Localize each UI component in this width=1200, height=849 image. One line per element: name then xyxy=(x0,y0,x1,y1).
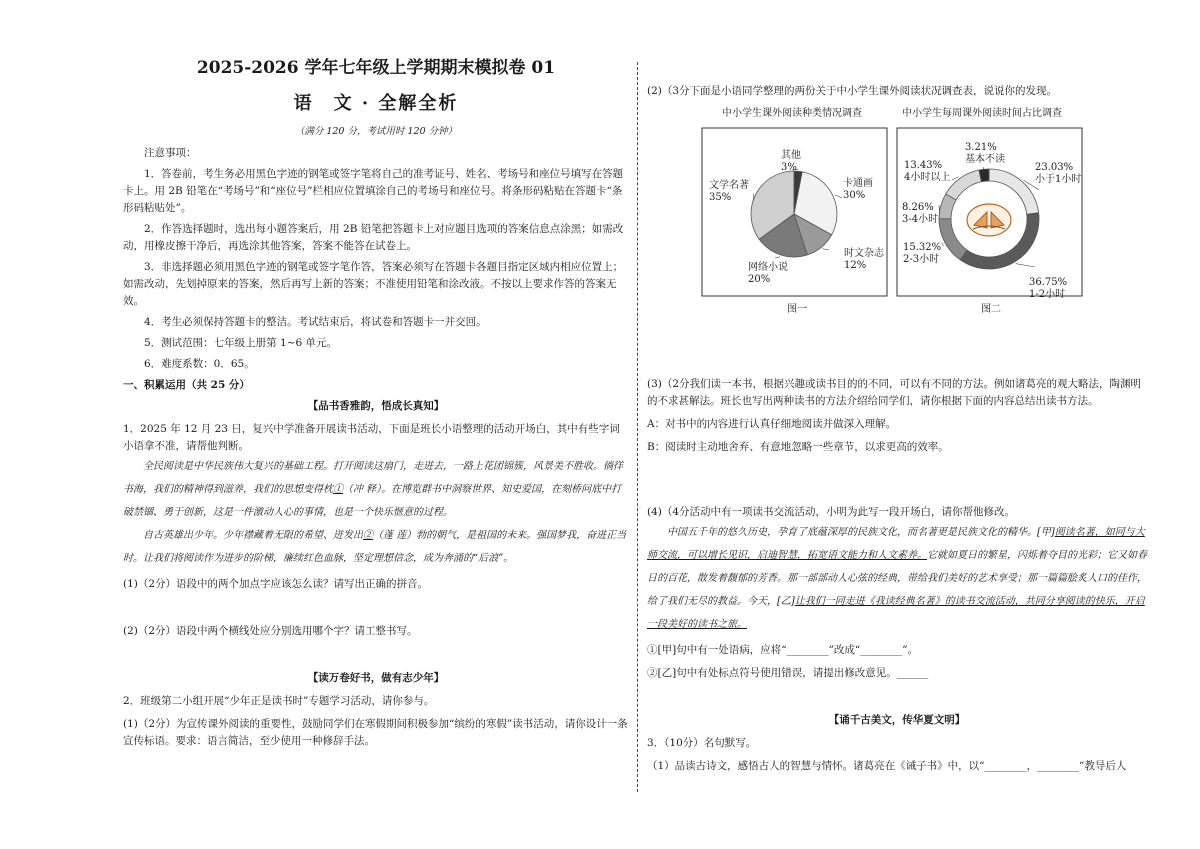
column-divider xyxy=(637,62,638,792)
slice-label: 8.26% xyxy=(902,202,934,213)
slice-label: 36.75% xyxy=(1029,277,1068,288)
slice-label: 基本不读 xyxy=(965,154,1005,165)
pie-chart-reading-types xyxy=(709,148,885,285)
section-banner: 【品书香雅韵，悟成长真知】 xyxy=(307,400,445,413)
slice-label: 小于1小时 xyxy=(1035,174,1082,185)
slice-label: 35% xyxy=(709,192,732,203)
slice-label: 文学名著 xyxy=(709,180,749,191)
figure-label: 图二 xyxy=(981,304,1001,315)
slice-label: 时文杂志 xyxy=(844,248,884,259)
slice-label: 13.43% xyxy=(904,160,943,171)
slice-label: 3.21% xyxy=(965,142,997,153)
slice-label: 3-4小时 xyxy=(902,214,939,225)
sub-question: (2)（2分）语段中两个横线处应分别选用哪个字？请工整书写。 xyxy=(123,625,418,638)
reading-passage: 自古英雄出少年。少年襟藏着无限的希望、迸发出②（蓬 莲）勃的朝气，是祖国的未来。强国梦我，奋进正当时。让我们将阅读作为进步的阶梯，廉续红色血脉，坚定理想信念，成为奔涌的“后浪”。 xyxy=(123,530,627,565)
underlined-sentence: 阅读名著，如同与大师交流，可以增长见识，启迪智慧，拓宽语文能力和人文素养。 xyxy=(647,527,1145,561)
slice-label: 其他 xyxy=(781,150,801,161)
pie-slice xyxy=(946,170,982,200)
reading-passage: 全民阅读是中华民族伟大复兴的基础工程。打开阅读这扇门，走进去，一路上花团锦簇，风景美不胜收。徜徉书海，我们的精神得到滋养，我们的思想变得枕①（冲 释）。在博览群书中洞察世界、知史爱国，在刻桥问底中打破禁锢、勇于创新，这是一件激动人心的事情，也是一个快乐惬意的过程。 xyxy=(123,461,623,519)
slice-label: 12% xyxy=(844,260,867,271)
method-item: A：对书中的内容进行认真仔细地阅读并做深入理解。 xyxy=(647,418,897,430)
section-banner: 【诵千古美文，传华夏文明】 xyxy=(828,714,966,726)
sub-question: ①[甲]句中有一处语病，应将“________”改成“________”。 xyxy=(647,644,919,656)
notice-heading: 注意事项： xyxy=(144,147,197,160)
slice-label: 30% xyxy=(843,190,866,201)
slice-label: 3% xyxy=(781,162,797,173)
section-banner: 【读万卷好书，做有志少年】 xyxy=(307,672,445,685)
blank-marker: ② xyxy=(363,530,373,542)
blank-marker: ① xyxy=(333,484,343,496)
method-item: B：阅读时主动地舍弃、有意地忽略一些章节，以求更高的效率。 xyxy=(647,441,949,453)
slice-label: 15.32% xyxy=(903,242,942,253)
slice-label: 4小时以上 xyxy=(904,172,951,183)
section-heading: 一、积累运用（共 25 分） xyxy=(123,379,250,392)
sub-question: （1）品读古诗文，感悟古人的智慧与情怀。诸葛亮在《诫子书》中，以“________，________”教导后人 xyxy=(647,760,1127,772)
notice-item: 3．非选择题必须用黑色字迹的钢笔或签字笔作答，答案必须写在答题卡各题目指定区域内相应位置上；如需改动，先划掉原来的答案，然后再写上新的答案；不准使用铅笔和涂改液。不按以上要求作答的答案无效。 xyxy=(123,261,624,308)
charts-svg xyxy=(647,122,1147,322)
notice-list xyxy=(123,166,629,373)
slice-label: 2-3小时 xyxy=(903,254,940,265)
leader-line xyxy=(835,195,842,198)
sub-question: ②[乙]句中有处标点符号使用错误，请提出修改意见。______ xyxy=(647,667,929,679)
sub-question: (4)（4分活动中有一项读书交流活动，小明为此写一段开场白，请你帮他修改。 xyxy=(647,506,1016,518)
figure-label: 图一 xyxy=(787,304,807,315)
leader-line xyxy=(823,249,829,250)
sub-question: (1)（2分）语段中的两个加点字应该怎么读？请写出正确的拼音。 xyxy=(123,578,429,591)
pie-slice xyxy=(939,219,967,260)
sub-question: (2)（3分下面是小语同学整理的两份关于中小学生课外阅读状况调查表，说说你的发现。 xyxy=(647,85,1058,97)
score-note: （满分 120 分，考试用时 120 分钟） xyxy=(294,125,458,137)
question-stem: 2．班级第二小组开展“少年正是读书时”专题学习活动，请你参与。 xyxy=(123,695,435,708)
right-column xyxy=(647,55,1147,775)
survey-charts xyxy=(647,106,1147,326)
slice-label: 网络小说 xyxy=(748,262,788,273)
slice-label: 卡通画 xyxy=(843,178,873,189)
reading-passage: 中国五千年的悠久历史，孕育了底蕴深厚的民族文化，而名著更是民族文化的精华。[甲]阅读名著，如同与大师交流，可以增长见识，启迪智慧，拓宽语文能力和人文素养。它就如夏日的繁星，闪烁着夺目的光彩；它又如春日的百花，散发着馥郁的芳香。那一部部动人心弦的经典，带给我们美好的艺术享受；那一篇篇脍炙人口的佳作，给了我们无尽的教益。今天，[乙]让我们一同走进《我读经典名著》的读书交流活动，共同分享阅读的快乐，开启一段美好的读书之旅。 xyxy=(647,527,1147,630)
question-stem: 3．（10分）名句默写。 xyxy=(647,737,757,749)
book-icon xyxy=(967,204,1011,236)
exam-title: 2025-2026 学年七年级上学期期末模拟卷 01 xyxy=(196,58,556,78)
exam-subtitle: 语 文 · 全解全析 xyxy=(293,92,459,114)
underlined-sentence: 让我们一同走进《我读经典名著》的读书交流活动，共同分享阅读的快乐，开启一段美好的读书之旅。 xyxy=(647,596,1145,630)
notice-item: 5．测试范围：七年级上册第 1~6 单元。 xyxy=(144,337,338,350)
chart-title: 中小学生课外阅读种类情况调查 xyxy=(722,108,862,119)
sub-question: (1)（2分）为宣传课外阅读的重要性，鼓励同学们在寒假期间积极参加“缤纷的寒假”读书活动，请你设计一条宣传标语。要求：语言简洁，至少使用一种修辞手法。 xyxy=(123,718,628,748)
sub-question: (3)（2分我们读一本书，根据兴趣或读书目的的不同，可以有不同的方法。例如诸葛亮的观大略法，陶渊明的不求甚解法。班长也写出两种读书的方法介绍给同学们，请你根据下面的内容总结出读书方法。 xyxy=(647,378,1142,407)
left-column xyxy=(123,55,629,750)
leader-line xyxy=(1016,264,1035,267)
notice-item: 6．难度系数：0．65。 xyxy=(144,358,255,371)
question-stem: 1．2025 年 12 月 23 日，复兴中学准备开展读书活动，下面是班长小语整理的活动开场白，其中有些字词小语拿不准，请帮他判断。 xyxy=(123,423,620,453)
slice-label: 1-2小时 xyxy=(1029,289,1066,300)
slice-label: 23.03% xyxy=(1035,162,1074,173)
slice-label: 20% xyxy=(748,274,771,285)
notice-item: 2．作答选择题时，选出每小题答案后，用 2B 铅笔把答题卡上对应题目选项的答案信息点涂黑；如需改动，用橡皮擦干净后，再选涂其他答案，答案不能答在试卷上。 xyxy=(123,223,624,253)
chart-title: 中小学生每周课外阅读时间占比调查 xyxy=(902,108,1062,119)
notice-item: 4．考生必须保持答题卡的整洁。考试结束后，将试卷和答题卡一并交回。 xyxy=(144,316,487,329)
leader-line xyxy=(775,257,780,258)
notice-item: 1．答卷前，考生务必用黑色字迹的钢笔或签字笔将自己的准考证号、姓名、考场号和座位号填写在答题卡上。用 2B 铅笔在“考场号”和“座位号”栏相应位置填涂自己的考场号和座位号。将条形码粘贴在答题卡“条形码粘贴处”。 xyxy=(123,168,624,215)
